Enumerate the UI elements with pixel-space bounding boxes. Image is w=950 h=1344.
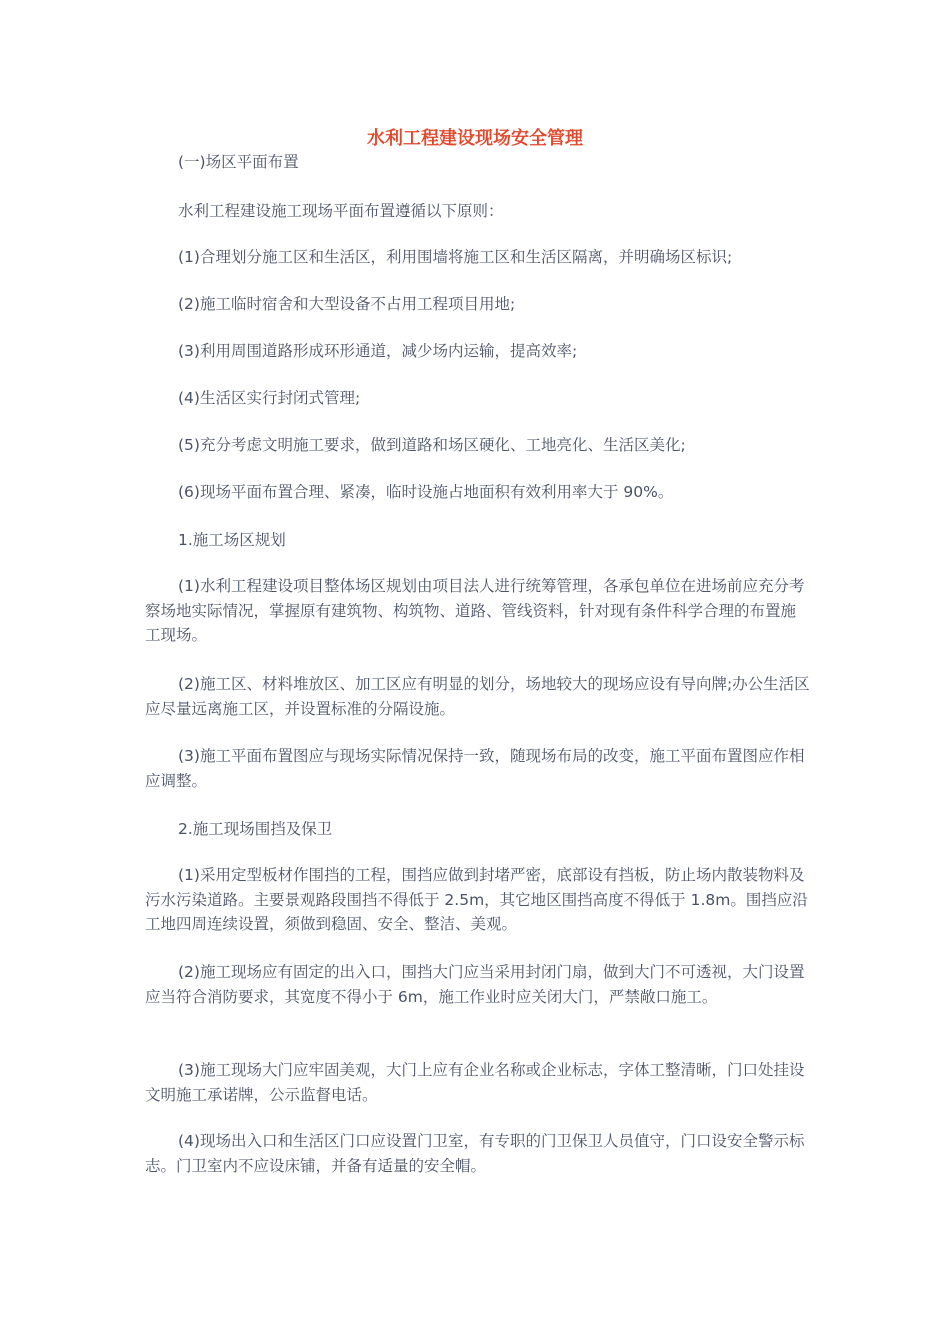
paragraph: (4)现场出入口和生活区门口应设置门卫室，有专职的门卫保卫人员值守，门口设安全警示标志。门卫室内不应设床铺，并备有适量的安全帽。 (145, 1132, 805, 1175)
paragraph: (3)施工现场大门应牢固美观，大门上应有企业名称或企业标志，字体工整清晰，门口处挂设文明施工承诺牌，公示监督电话。 (145, 1061, 805, 1104)
subsection-heading: 2.施工现场围挡及保卫 (178, 820, 333, 838)
list-item: (1)合理划分施工区和生活区，利用围墙将施工区和生活区隔离，并明确场区标识; (178, 248, 733, 266)
paragraph: 水利工程建设施工现场平面布置遵循以下原则： (178, 202, 504, 220)
document-title: 水利工程建设现场安全管理 (367, 128, 583, 149)
list-item: (6)现场平面布置合理、紧凑，临时设施占地面积有效利用率大于 90%。 (178, 483, 674, 501)
paragraph: (3)施工平面布置图应与现场实际情况保持一致，随现场布局的改变，施工平面布置图应作相应调整。 (145, 747, 805, 790)
subsection-heading: 1.施工场区规划 (178, 531, 286, 549)
section-heading: (一)场区平面布置 (178, 153, 299, 171)
paragraph: (1)采用定型板材作围挡的工程，围挡应做到封堵严密，底部设有挡板，防止场内散装物料及污水污染道路。主要景观路段围挡不得低于 2.5m，其它地区围挡高度不得低于 1.8m。围挡应沿工地四周连续设置，须做到稳固、安全、整洁、美观。 (145, 866, 808, 933)
list-item: (3)利用周围道路形成环形通道，减少场内运输，提高效率; (178, 342, 578, 360)
paragraph: (2)施工区、材料堆放区、加工区应有明显的划分，场地较大的现场应设有导向牌;办公生活区应尽量远离施工区，并设置标准的分隔设施。 (145, 675, 810, 718)
list-item: (5)充分考虑文明施工要求，做到道路和场区硬化、工地亮化、生活区美化; (178, 436, 686, 454)
paragraph: (2)施工现场应有固定的出入口，围挡大门应当采用封闭门扇，做到大门不可透视，大门设置应当符合消防要求，其宽度不得小于 6m，施工作业时应关闭大门，严禁敞口施工。 (145, 963, 805, 1006)
list-item: (2)施工临时宿舍和大型设备不占用工程项目用地; (178, 295, 516, 313)
list-item: (4)生活区实行封闭式管理; (178, 389, 361, 407)
paragraph: (1)水利工程建设项目整体场区规划由项目法人进行统筹管理，各承包单位在进场前应充分考察场地实际情况，掌握原有建筑物、构筑物、道路、管线资料，针对现有条件科学合理的布置施工现场。 (145, 577, 805, 644)
